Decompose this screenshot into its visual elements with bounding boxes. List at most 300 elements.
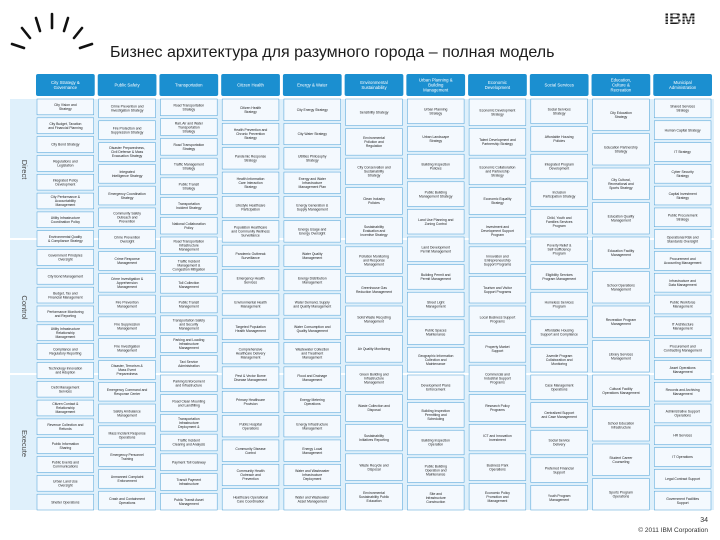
capability-label: Revenue Collection and Refunds <box>47 423 84 432</box>
column-header: Economic Development <box>484 79 511 91</box>
capability-box <box>346 129 403 156</box>
capability-label: Comprehensive Healthcare Delivery Management <box>235 347 266 360</box>
capability-box <box>531 237 588 262</box>
column-8 <box>468 74 527 510</box>
capability-label: Library Services Management <box>608 352 634 361</box>
capability-box <box>160 99 217 116</box>
capability-label: Business Park Operations <box>486 463 509 472</box>
capability-label: Building Inspection Permitting and Scheduling <box>421 409 450 422</box>
capability-box <box>654 339 711 358</box>
capability-box <box>160 296 217 313</box>
capability-label: Flood and Drainage Management <box>297 373 328 382</box>
capability-box <box>160 414 217 431</box>
capability-box <box>407 292 464 317</box>
capability-box <box>654 143 711 162</box>
capability-label: Operational Risk and Standards Oversight <box>666 235 699 244</box>
capability-label: Public Events and Communications <box>51 460 79 469</box>
capability-label: Emergency Health Services <box>236 276 265 285</box>
capability-label: Capital Investment Strategy <box>668 191 697 200</box>
capability-box <box>284 123 341 144</box>
capability-box <box>654 295 711 314</box>
capability-label: Crime Response Management <box>114 257 140 266</box>
capability-box <box>346 365 403 392</box>
capability-label: Utility Infrastructure Relationship Management <box>50 326 80 339</box>
column-header: Urban Planning & Building Management <box>418 77 453 93</box>
capability-label: Environmental Quality & Compliance Strategy <box>48 234 83 243</box>
capability-box <box>160 336 217 353</box>
capability-box <box>654 448 711 467</box>
capability-label: Water Quality Management <box>302 251 323 260</box>
capability-box <box>160 119 217 136</box>
capability-box <box>469 454 526 481</box>
capability-box <box>160 375 217 392</box>
capability-box <box>346 99 403 126</box>
capability-label: Budget, Tax and Financial Management <box>48 291 83 300</box>
capability-box <box>222 416 279 437</box>
capability-label: School Operations Management <box>606 283 635 292</box>
capability-label: Community Disease Control <box>235 446 266 455</box>
capability-box <box>407 182 464 207</box>
column-header: Transportation <box>175 82 203 88</box>
capability-label: Land Use Planning and Zoning Control <box>418 217 454 226</box>
capability-box <box>99 382 156 401</box>
capability-label: Health Prevention and Chronic Prevention Strategy <box>233 128 268 141</box>
capability-label: Green Building and Infrastructure Management <box>359 372 389 385</box>
capability-box <box>284 99 341 120</box>
capability-box <box>654 404 711 423</box>
capability-label: Social Services Strategy <box>547 107 571 116</box>
column-9 <box>530 74 589 510</box>
capability-box <box>531 209 588 234</box>
ibm-logo-text: IBM <box>664 10 696 26</box>
capability-box <box>99 295 156 314</box>
capability-label: Road Transportation Infrastructure Management <box>173 239 205 252</box>
capability-box <box>593 410 650 442</box>
capability-label: Disaster Preparedness, Civil Defense & Mass Evacuation Strategy <box>109 146 145 159</box>
capability-box <box>37 475 94 491</box>
capability-label: Community Safety Outreach and Prevention <box>113 211 141 224</box>
capability-label: Citizen Contact & Relationship Management <box>52 402 79 415</box>
capability-box <box>469 424 526 451</box>
capability-box <box>469 217 526 244</box>
column-6 <box>345 74 404 510</box>
capability-box <box>654 469 711 488</box>
capability-label: Public Building Management Strategy <box>419 190 453 199</box>
capability-label: Local Business Support Programs <box>479 315 516 324</box>
capability-box <box>99 143 156 162</box>
capability-box <box>407 209 464 234</box>
capability-label: Sensibility Strategy <box>359 110 389 115</box>
capability-box <box>531 292 588 317</box>
capability-box <box>407 237 464 262</box>
capability-box <box>37 400 94 416</box>
capability-label: Site and Infrastructure Construction <box>425 491 446 504</box>
capability-box <box>469 483 526 510</box>
capability-box <box>99 208 156 227</box>
capability-label: Administrative Support Operations <box>665 409 700 418</box>
capability-label: Public Procurement Strategy <box>667 213 698 222</box>
capability-label: Taxi Service Administration <box>178 359 200 368</box>
capability-box <box>531 182 588 207</box>
capability-label: Environmental Pollution and Regulation <box>363 136 385 149</box>
capability-label: Centralized Support and Case Management <box>541 411 577 420</box>
capability-box <box>407 265 464 290</box>
capability-box <box>160 237 217 254</box>
capability-box <box>222 489 279 510</box>
capability-box <box>160 257 217 274</box>
capability-box <box>222 123 279 144</box>
capability-label: Environmental Health Management <box>234 300 267 309</box>
capability-box <box>593 203 650 235</box>
capability-box <box>654 208 711 227</box>
capability-box <box>37 212 94 228</box>
capability-box <box>99 469 156 488</box>
capability-box <box>531 347 588 372</box>
capability-box <box>654 99 711 118</box>
capability-label: Records and Archiving Management <box>665 387 700 396</box>
capability-label: Youth Program Management <box>547 493 571 502</box>
capability-box <box>284 440 341 461</box>
capability-box <box>346 424 403 451</box>
capability-label: Commercial and Industrial Support Programs <box>484 372 511 385</box>
column-10 <box>592 74 651 510</box>
capability-box <box>222 245 279 266</box>
capability-label: Education Partnership Strategy <box>604 145 638 154</box>
capability-label: Sustainability Evaluation and Incentive Strategy <box>360 224 388 237</box>
capability-box <box>469 306 526 333</box>
capability-label: National Collaboration Policy <box>172 221 206 230</box>
capability-label: Public Transit Management <box>178 300 199 309</box>
capability-label: Energy Generation & Supply Management <box>296 203 329 212</box>
capability-label: Investment and Development Support Program <box>481 224 514 237</box>
capability-box <box>346 306 403 333</box>
capability-box <box>407 99 464 124</box>
capability-box <box>37 287 94 303</box>
capability-label: Public Information Sharing <box>51 441 79 450</box>
capability-label: Emergency Command and Response Center <box>106 387 148 396</box>
capability-box <box>407 320 464 345</box>
capability-label: IT Operations <box>672 455 693 460</box>
capability-box <box>99 252 156 271</box>
capability-label: City Bond Strategy <box>51 142 80 147</box>
capability-label: Waste Recycle and Disposal <box>359 463 389 472</box>
capability-box <box>37 231 94 247</box>
capability-box <box>284 148 341 169</box>
capability-label: Public Transit Strategy <box>178 182 199 191</box>
column-1 <box>36 74 95 510</box>
capability-box <box>222 343 279 364</box>
capability-box <box>346 336 403 363</box>
capability-box <box>37 193 94 209</box>
capability-label: Greenhouse Gas Reduction Management <box>355 285 393 294</box>
capability-box <box>222 99 279 120</box>
column-7 <box>406 74 465 510</box>
capability-label: Healthcare Operational Care Coordination <box>233 495 268 504</box>
capability-label: Debt Management Services <box>51 385 80 394</box>
capability-label: Procurement and Contracting Management <box>663 344 702 353</box>
capability-label: Building Inspection Operation <box>421 438 450 447</box>
capability-box <box>469 158 526 185</box>
capability-label: Integrated Program Development <box>544 162 574 171</box>
capability-box <box>160 355 217 372</box>
capability-label: Pandemic Response Strategy <box>234 154 267 163</box>
capability-box <box>284 391 341 412</box>
capability-label: Crime Prevention and Investigation Strategy <box>110 104 144 113</box>
column-header: Energy & Water <box>297 82 328 88</box>
capability-box <box>346 395 403 422</box>
capability-label: Juvenile Program Collaboration and Monitoring <box>545 353 573 366</box>
capability-box <box>407 485 464 510</box>
capability-label: HR Services <box>673 433 693 438</box>
capability-box <box>284 464 341 485</box>
capability-label: Asset Operations Management <box>669 366 696 375</box>
capability-box <box>654 252 711 271</box>
capability-box <box>99 448 156 467</box>
capability-label: Pollution Monitoring and Response Management <box>359 254 389 267</box>
capability-box <box>531 403 588 428</box>
capability-label: Cyber Security Strategy <box>671 169 694 178</box>
capability-label: Lifestyle Healthcare Participation <box>235 203 266 212</box>
capability-box <box>407 430 464 455</box>
capability-box <box>160 158 217 175</box>
capability-box <box>160 395 217 412</box>
capability-box <box>407 403 464 428</box>
capability-box <box>37 268 94 284</box>
capability-label: Energy Local Management <box>302 446 323 455</box>
capability-box <box>593 168 650 200</box>
capability-label: Health Information Care Interaction Strategy <box>236 176 265 189</box>
capability-box <box>654 382 711 401</box>
column-header: Environmental Sustainability <box>360 79 388 91</box>
capability-label: City Cultural, Recreational and Sports Strategy <box>608 177 634 190</box>
capability-label: Community Health Outreach and Prevention <box>236 469 265 482</box>
capability-box <box>346 276 403 303</box>
capability-box <box>284 172 341 193</box>
capability-label: Tourism and Visitor Support Programs <box>483 285 512 294</box>
capability-box <box>593 341 650 373</box>
capability-label: Shelter Operations <box>51 500 80 505</box>
capability-label: Payment Toll Gateway <box>171 460 206 465</box>
capability-box <box>284 489 341 510</box>
capability-box <box>99 491 156 510</box>
capability-box <box>37 155 94 171</box>
capability-label: Urban Planning Strategy <box>424 107 448 116</box>
capability-label: Road Transportation Strategy <box>173 103 205 112</box>
capability-label: ICT and Innovation Investment <box>483 433 512 442</box>
capability-box <box>222 196 279 217</box>
capability-label: Integrated Policy Development <box>52 178 78 187</box>
capability-label: Water Consumption and Quality Management <box>294 325 331 334</box>
capability-box <box>531 458 588 483</box>
capability-label: Water Demand, Supply and Quality Management <box>293 300 332 309</box>
capability-label: Property Market Support <box>485 345 510 354</box>
capability-label: Urban Landscape Strategy <box>422 135 450 144</box>
capability-label: City Education Strategy <box>609 110 632 119</box>
capability-box <box>222 148 279 169</box>
capability-label: Performance Monitoring and Reporting <box>47 310 84 319</box>
capability-box <box>284 221 341 242</box>
capability-box <box>531 99 588 124</box>
capability-label: Government Facilities Support <box>666 496 700 505</box>
capability-label: Economic Development Strategy <box>479 108 516 117</box>
capability-box <box>346 247 403 274</box>
capability-box <box>531 320 588 345</box>
capability-box <box>407 458 464 483</box>
capability-box <box>346 158 403 185</box>
capability-label: Economic Collaboration and Partnership Strategy <box>479 165 516 178</box>
capability-label: City Budget, Taxation and Financial Planning <box>48 121 83 130</box>
capability-box <box>284 196 341 217</box>
capability-label: Air Quality Monitoring <box>357 347 391 352</box>
page-number: 34 <box>700 517 708 524</box>
capability-box <box>160 434 217 451</box>
capability-label: Economic Policy Promotion and Management <box>485 490 510 503</box>
capability-label: Social Service Delivery <box>548 438 570 447</box>
capability-label: Talent Development and Partnership Strategy <box>479 138 516 147</box>
capability-label: Crime Investigation & Apprehension Management <box>110 276 144 289</box>
capability-label: City Energy Strategy <box>296 107 328 112</box>
capability-label: Traffic Incident Clearing and Analysis <box>172 438 206 447</box>
capability-label: Sports Program Operations <box>609 490 633 499</box>
capability-label: Fire Investigation Management <box>114 344 141 353</box>
capability-label: Solid Waste Recycling Management <box>357 315 391 324</box>
capability-label: Energy Metering Operations <box>299 398 325 407</box>
capability-box <box>407 375 464 400</box>
capability-label: Transit Payment Infrastructure <box>176 478 202 487</box>
capability-label: Clean Industry Policies <box>363 197 385 206</box>
capability-box <box>654 273 711 292</box>
capability-box <box>593 479 650 511</box>
capability-label: Technology Innovation and Adoption <box>48 366 83 375</box>
capability-label: Geographic Information Collection and Maintenance <box>418 353 454 366</box>
capability-box <box>37 457 94 473</box>
capability-label: Transportation Incident Strategy <box>176 202 202 211</box>
copyright-notice: © 2011 IBM Corporation <box>638 527 708 534</box>
capability-box <box>37 494 94 510</box>
capability-label: Infrastructure and Data Management <box>668 278 697 287</box>
capability-label: Innovation and Entrepreneurship Support Programs <box>483 254 512 267</box>
capability-label: City Performance & Accountability Management <box>50 195 81 208</box>
capability-box <box>160 276 217 293</box>
capability-label: Road Clean Mounting and Landfilling <box>172 399 206 408</box>
capability-label: Shared Services Strategy <box>670 104 696 113</box>
capability-box <box>37 99 94 115</box>
capability-box <box>284 416 341 437</box>
capability-box <box>531 430 588 455</box>
capability-box <box>222 391 279 412</box>
capability-box <box>284 367 341 388</box>
capability-box <box>407 154 464 179</box>
capability-box <box>284 269 341 290</box>
capability-box <box>469 276 526 303</box>
capability-box <box>531 127 588 152</box>
column-2 <box>98 74 157 510</box>
capability-label: Public Transit Asset Management <box>174 497 204 506</box>
capability-box <box>37 137 94 153</box>
capability-label: Parking Enforcement and Infrastructure <box>172 379 205 388</box>
column-header: Education, Culture & Recreation <box>610 77 632 93</box>
capability-box <box>99 273 156 292</box>
capability-box <box>99 99 156 118</box>
column-header: Public Safety <box>114 82 140 88</box>
capability-label: Road Transportation Strategy <box>173 142 205 151</box>
capability-label: Child, Youth and Families Services Program <box>545 215 573 228</box>
capability-box <box>160 138 217 155</box>
capability-box <box>284 245 341 266</box>
capability-label: Parking and Loading Infrastructure Management <box>173 338 205 351</box>
capability-box <box>284 294 341 315</box>
capability-label: Emergency Personnel Training <box>110 453 144 462</box>
capability-box <box>531 154 588 179</box>
capability-box <box>469 247 526 274</box>
capability-box <box>407 347 464 372</box>
capability-box <box>346 454 403 481</box>
capability-label: Sustainability Initiatives Reporting <box>359 433 389 442</box>
capability-label: Street Light Management <box>425 300 446 309</box>
column-header: Municipal Administration <box>669 79 697 91</box>
capability-label: Pest & Vector Borne Disease Management <box>234 373 268 382</box>
capability-label: Unmanned Complaint Enforcement <box>110 475 144 484</box>
capability-label: Government Principles Oversight <box>48 253 83 262</box>
capability-box <box>593 272 650 304</box>
capability-label: City Conservation and Sustainability Strategy <box>357 165 391 178</box>
capability-label: Urban Land Use Oversight <box>53 479 78 488</box>
capability-box <box>99 317 156 336</box>
capability-box <box>654 360 711 379</box>
capability-label: Pandemic Outbreak Surveillance <box>235 251 266 260</box>
capability-box <box>160 454 217 471</box>
capability-label: Waste Collection and Disposal <box>358 404 390 413</box>
capability-box <box>222 294 279 315</box>
capability-label: Energy and Water Infrastructure Management Plan <box>298 176 327 189</box>
column-header: Citizen Health <box>237 82 264 88</box>
capability-box <box>284 318 341 339</box>
capability-box <box>531 375 588 400</box>
capability-box <box>222 464 279 485</box>
capability-label: Homeless Services Program <box>544 300 574 309</box>
capability-label: Poverty Relief & Self-Sufficiency Program <box>547 243 572 256</box>
capability-label: Energy Infrastructure Management <box>296 422 329 431</box>
capability-label: Rail, Air and Water Transportation Strategy <box>174 121 203 134</box>
capability-box <box>99 186 156 205</box>
capability-box <box>160 178 217 195</box>
capability-box <box>37 325 94 341</box>
capability-label: Traffic Management Strategy <box>173 162 204 171</box>
capability-box <box>99 426 156 445</box>
capability-label: Crime Prevention Oversight <box>113 235 141 244</box>
capability-label: Compliance and Regulatory Reporting <box>49 347 82 356</box>
capability-label: City Water Strategy <box>297 132 327 137</box>
column-3 <box>159 74 218 510</box>
capability-box <box>160 474 217 491</box>
capability-label: Economic Equality Strategy <box>483 197 512 206</box>
capability-label: Water and Wastewater Asset Management <box>295 495 330 504</box>
capability-box <box>531 485 588 510</box>
capability-label: Integrated Intelligence Strategy <box>111 169 143 178</box>
capability-box <box>99 164 156 183</box>
capability-label: Affordable Housing Policies <box>544 135 574 144</box>
capability-label: Recreation Program Management <box>605 317 637 326</box>
capability-label: Environmental Sustainability Public Education <box>358 490 390 503</box>
capability-box <box>37 118 94 134</box>
capability-label: Public Hospital Operations <box>239 422 262 431</box>
capability-label: Fire Suppression Management <box>114 322 140 331</box>
capability-box <box>531 265 588 290</box>
capability-label: Mass Incident Response Operations <box>108 431 146 440</box>
capability-box <box>160 493 217 510</box>
capability-box <box>222 172 279 193</box>
capability-box <box>222 269 279 290</box>
